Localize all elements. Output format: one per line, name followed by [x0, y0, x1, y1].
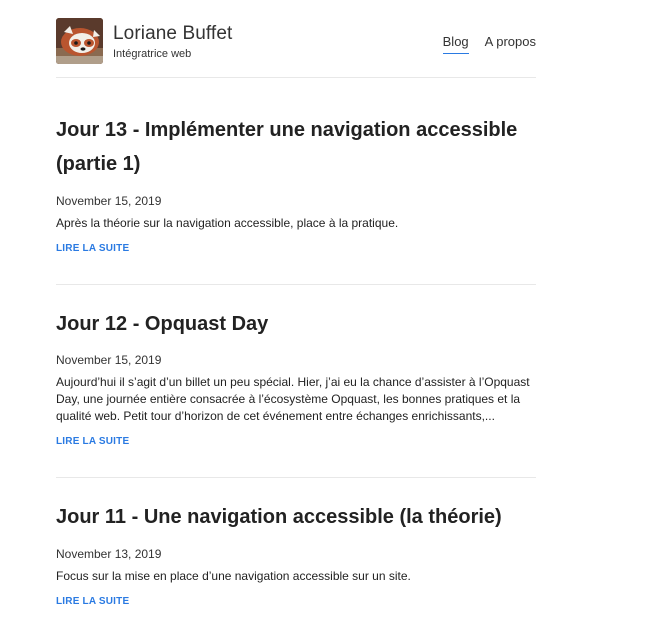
post-title[interactable]: Jour 13 - Implémenter une navigation accessible (partie 1)	[56, 119, 518, 175]
post-item	[56, 285, 536, 478]
site-subtitle: Intégratrice web	[113, 48, 192, 60]
post-date: November 15, 2019	[56, 353, 162, 367]
site-header	[56, 0, 536, 78]
main-nav	[443, 33, 536, 54]
post-excerpt: Focus sur la mise en place d’une navigation accessible sur un site.	[56, 569, 411, 583]
brand	[113, 23, 232, 61]
read-more-link[interactable]: LIRE LA SUITE	[56, 243, 130, 254]
nav-item-a-propos[interactable]: A propos	[484, 34, 536, 49]
nav-item-blog[interactable]: Blog	[443, 33, 469, 54]
post-item	[56, 478, 536, 638]
site-title[interactable]: Loriane Buffet	[113, 23, 233, 44]
avatar-image	[56, 18, 103, 64]
post-item	[56, 78, 536, 285]
post-title[interactable]: Jour 12 - Opquast Day	[56, 313, 269, 335]
post-excerpt: Aujourd’hui il s’agit d’un billet un peu spécial. Hier, j’ai eu la chance d’assister à l’Opquast Day, une journée entière consacrée à l’écosystème Opquast, les bonnes pratiques et la qualité web. Petit tour d’horizon de cet événement entre échanges enrichissants,...	[56, 375, 530, 423]
post-date: November 13, 2019	[56, 547, 162, 561]
post-date: November 15, 2019	[56, 194, 162, 208]
post-excerpt: Après la théorie sur la navigation accessible, place à la pratique.	[56, 216, 399, 230]
read-more-link[interactable]: LIRE LA SUITE	[56, 436, 130, 447]
page-container	[56, 0, 536, 638]
read-more-link[interactable]: LIRE LA SUITE	[56, 596, 130, 607]
red-panda-avatar-icon[interactable]	[56, 18, 103, 64]
post-title[interactable]: Jour 11 - Une navigation accessible (la théorie)	[56, 506, 502, 528]
